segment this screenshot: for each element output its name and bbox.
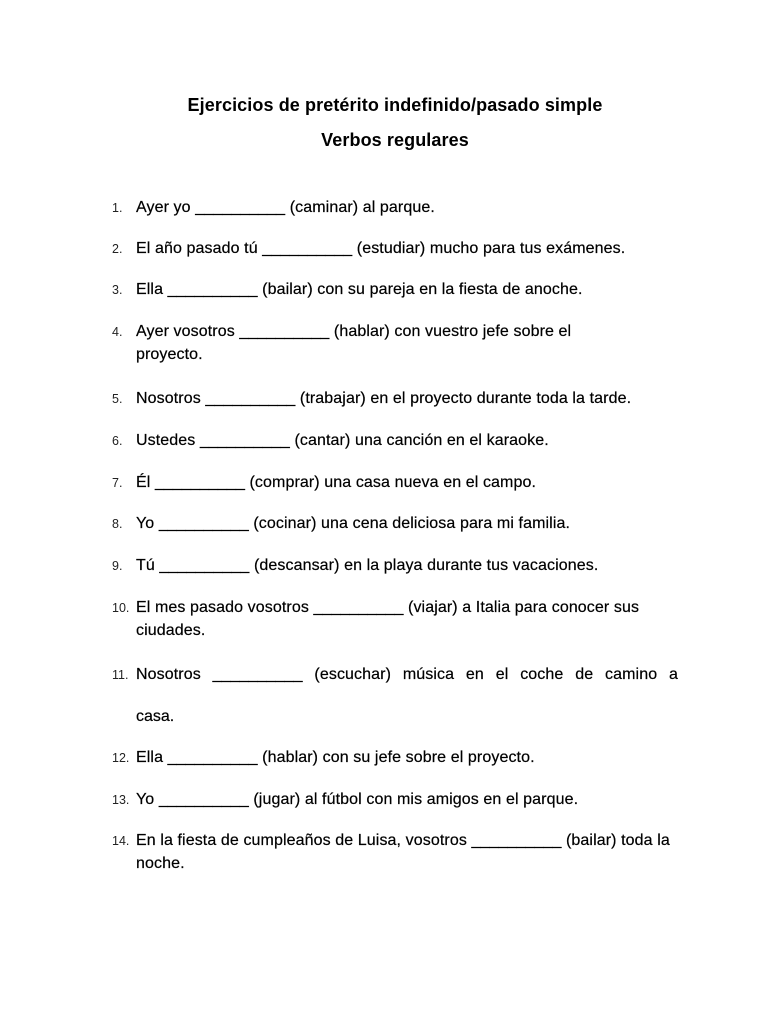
exercise-item — [112, 663, 678, 728]
exercise-text: En la fiesta de cumpleaños de Luisa, vosotros __________ (bailar) toda la noche. — [136, 832, 670, 872]
exercise-text: Ayer vosotros __________ (hablar) con vuestro jefe sobre el proyecto. — [136, 323, 572, 363]
exercise-text: Él __________ (comprar) una casa nueva en el campo. — [136, 474, 537, 491]
document-subtitle: Verbos regulares — [321, 130, 469, 150]
exercise-text: El año pasado tú __________ (estudiar) mucho para tus exámenes. — [136, 240, 626, 257]
exercise-number: 14. — [112, 834, 130, 848]
exercise-item — [112, 746, 678, 769]
exercise-text: Yo __________ (jugar) al fútbol con mis amigos en el parque. — [136, 791, 579, 808]
exercise-number: 6. — [112, 434, 123, 448]
exercise-number: 9. — [112, 559, 123, 573]
exercise-item — [112, 320, 632, 366]
exercise-number: 2. — [112, 242, 123, 256]
exercise-item — [112, 429, 678, 452]
exercise-text: Nosotros __________ (trabajar) en el proyecto durante toda la tarde. — [136, 390, 632, 407]
document-title: Ejercicios de pretérito indefinido/pasado simple — [187, 95, 603, 115]
exercise-number: 3. — [112, 283, 123, 297]
exercise-text: Ustedes __________ (cantar) una canción en el karaoke. — [136, 432, 549, 449]
exercise-item — [112, 471, 678, 494]
exercise-item — [112, 278, 678, 301]
exercise-item — [112, 554, 678, 577]
exercise-text: Ella __________ (bailar) con su pareja en la fiesta de anoche. — [136, 281, 583, 298]
exercise-item — [112, 788, 678, 811]
exercise-number: 12. — [112, 751, 130, 765]
exercise-number: 7. — [112, 476, 123, 490]
exercise-text: El mes pasado vosotros __________ (viajar) a Italia para conocer sus ciudades. — [136, 599, 640, 639]
exercise-item — [112, 237, 678, 260]
exercise-number: 1. — [112, 201, 123, 215]
exercise-item — [112, 596, 657, 642]
exercise-number: 11. — [112, 668, 129, 682]
exercise-text: Ayer yo __________ (caminar) al parque. — [136, 199, 435, 216]
exercise-item — [112, 829, 672, 875]
exercise-item — [112, 387, 692, 410]
exercise-number: 4. — [112, 325, 123, 339]
exercise-number: 8. — [112, 517, 123, 531]
exercise-number: 5. — [112, 392, 123, 406]
exercise-number: 13. — [112, 793, 130, 807]
exercise-text: Tú __________ (descansar) en la playa durante tus vacaciones. — [136, 557, 599, 574]
exercise-item — [112, 196, 678, 219]
exercise-item — [112, 512, 678, 535]
exercise-text-continuation: casa. — [136, 708, 175, 725]
exercise-number: 10. — [112, 601, 130, 615]
exercise-text: Yo __________ (cocinar) una cena deliciosa para mi familia. — [136, 515, 571, 532]
exercise-text: Nosotros __________ (escuchar) música en el coche de camino a — [136, 666, 678, 683]
exercise-text: Ella __________ (hablar) con su jefe sobre el proyecto. — [136, 749, 535, 766]
